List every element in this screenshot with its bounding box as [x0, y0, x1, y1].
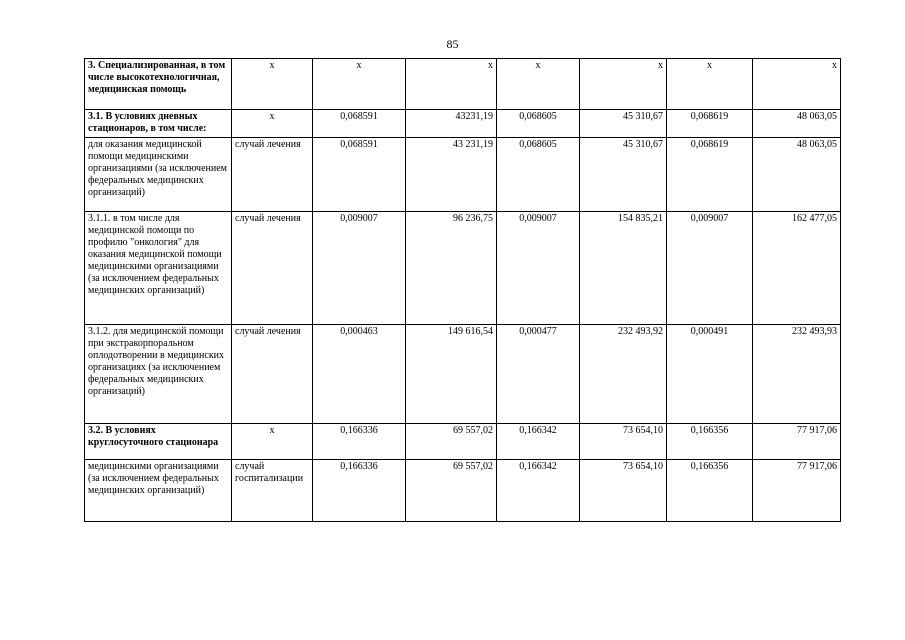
row-value: х [580, 59, 667, 110]
page-number: 85 [446, 37, 459, 51]
row-value: 69 557,02 [406, 424, 497, 460]
row-value: 77 917,06 [753, 424, 841, 460]
row-value: х [667, 59, 753, 110]
row-value: 43 231,19 [406, 138, 497, 212]
row-name: 3.1.1. в том числе для медицинской помощи по профилю "онкология" для оказания медицинской помощи медицинскими организациями (за исключением федеральных медицинских организаций) [85, 212, 232, 325]
row-value: 0,068619 [667, 138, 753, 212]
row-name: медицинскими организациями (за исключением федеральных медицинских организаций) [85, 460, 232, 522]
normative-table [84, 58, 841, 522]
row-value: 0,166342 [497, 460, 580, 522]
row-name: 3.2. В условиях круглосуточного стационара [85, 424, 232, 460]
row-value: 45 310,67 [580, 110, 667, 138]
row-value: 0,000491 [667, 325, 753, 424]
row-value: 0,166342 [497, 424, 580, 460]
row-value: 0,009007 [313, 212, 406, 325]
row-value: 0,166336 [313, 424, 406, 460]
row-value: 73 654,10 [580, 424, 667, 460]
row-value: 48 063,05 [753, 110, 841, 138]
table-row [85, 424, 841, 460]
table-row [85, 138, 841, 212]
row-value: 232 493,93 [753, 325, 841, 424]
row-value: 45 310,67 [580, 138, 667, 212]
row-unit: случай лечения [232, 212, 313, 325]
row-value: 0,166356 [667, 460, 753, 522]
row-value: 0,166336 [313, 460, 406, 522]
table-row [85, 212, 841, 325]
row-value: 149 616,54 [406, 325, 497, 424]
row-name: 3.1.2. для медицинской помощи при экстракорпоральном оплодотворении в медицинских организациях (за исключением федеральных медицинских организаций) [85, 325, 232, 424]
row-unit: случай лечения [232, 325, 313, 424]
row-value: 0,068591 [313, 138, 406, 212]
table-row [85, 59, 841, 110]
row-unit: х [232, 424, 313, 460]
row-name: 3.1. В условиях дневных стационаров, в том числе: [85, 110, 232, 138]
row-value: 73 654,10 [580, 460, 667, 522]
table-row [85, 460, 841, 522]
row-value: 0,000477 [497, 325, 580, 424]
row-value: 69 557,02 [406, 460, 497, 522]
row-value: 0,068605 [497, 138, 580, 212]
row-value: 0,068605 [497, 110, 580, 138]
row-value: 77 917,06 [753, 460, 841, 522]
table-row [85, 110, 841, 138]
row-value: 0,000463 [313, 325, 406, 424]
row-value: 232 493,92 [580, 325, 667, 424]
row-value: х [497, 59, 580, 110]
row-unit: х [232, 59, 313, 110]
row-value: 96 236,75 [406, 212, 497, 325]
row-value: х [313, 59, 406, 110]
row-value: 0,009007 [497, 212, 580, 325]
row-value: 43231,19 [406, 110, 497, 138]
row-unit: случай госпитализации [232, 460, 313, 522]
row-value: 0,166356 [667, 424, 753, 460]
row-value: х [406, 59, 497, 110]
row-unit: х [232, 110, 313, 138]
row-value: 162 477,05 [753, 212, 841, 325]
table-row [85, 325, 841, 424]
row-value: 0,068619 [667, 110, 753, 138]
row-value: 0,068591 [313, 110, 406, 138]
row-value: 48 063,05 [753, 138, 841, 212]
row-value: 154 835,21 [580, 212, 667, 325]
row-name: для оказания медицинской помощи медицинскими организациями (за исключением федеральных медицинских организаций) [85, 138, 232, 212]
row-value: 0,009007 [667, 212, 753, 325]
row-value: х [753, 59, 841, 110]
row-unit: случай лечения [232, 138, 313, 212]
row-name: 3. Специализированная, в том числе высокотехнологичная, медицинская помощь [85, 59, 232, 110]
